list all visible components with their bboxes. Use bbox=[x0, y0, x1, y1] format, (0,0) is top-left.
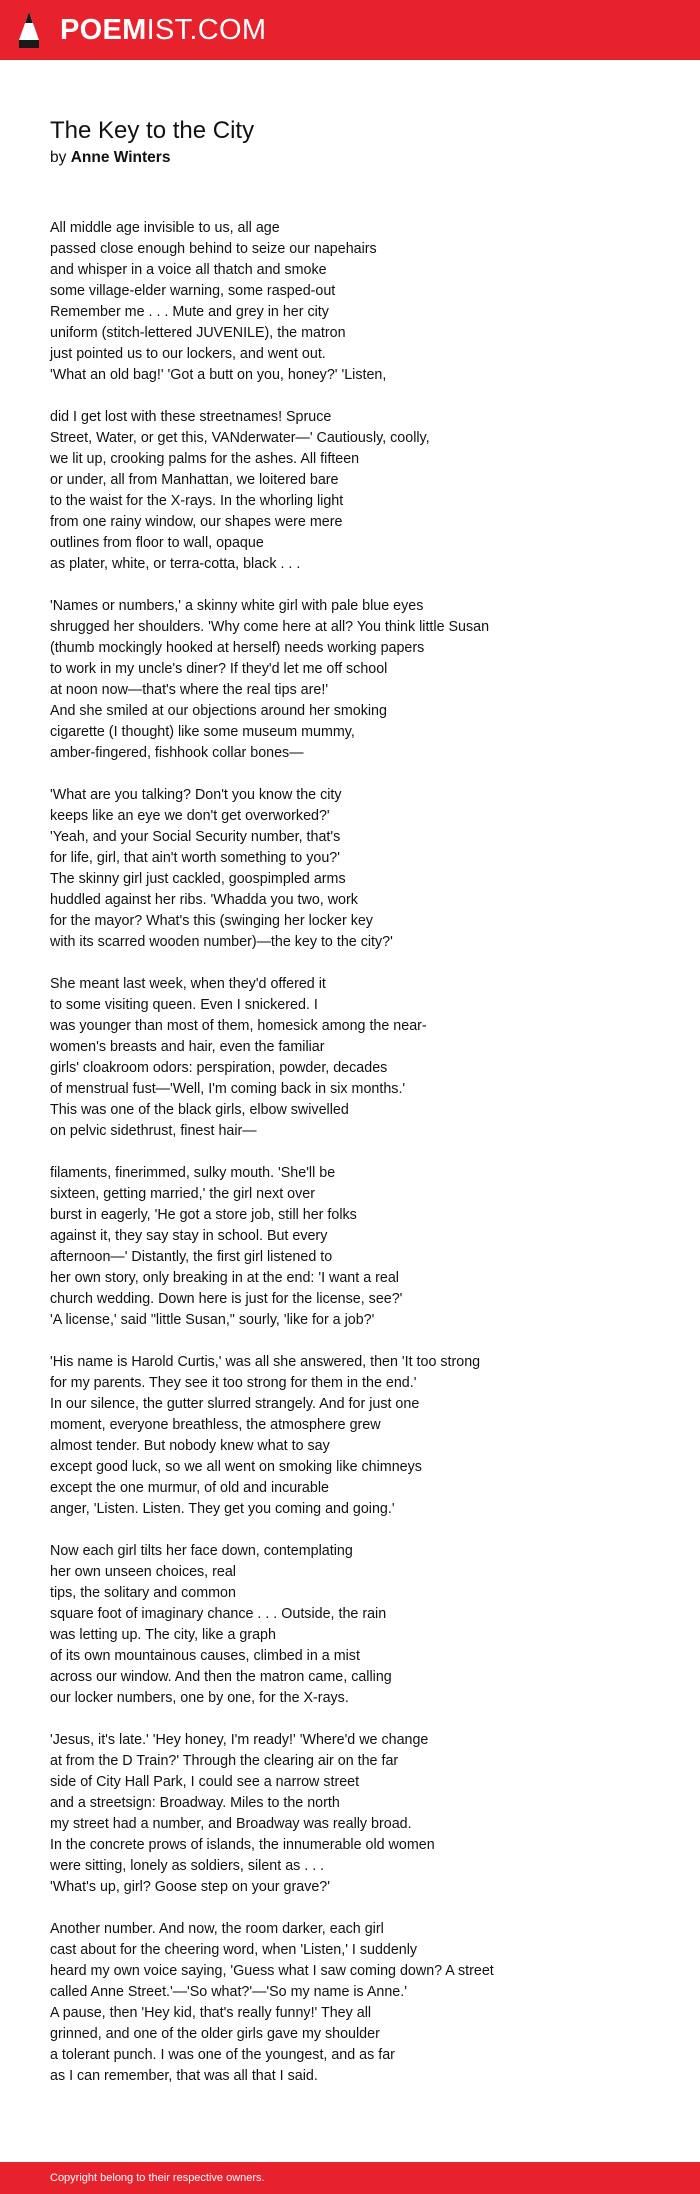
poem-stanza bbox=[50, 596, 660, 764]
poem-line: uniform (stitch-lettered JUVENILE), the matron bbox=[50, 325, 346, 341]
poem-line: This was one of the black girls, elbow swivelled bbox=[50, 1102, 349, 1118]
poem-line: (thumb mockingly hooked at herself) needs working papers bbox=[50, 640, 425, 656]
poem-line: 'What an old bag!' 'Got a butt on you, honey?' 'Listen, bbox=[50, 367, 387, 383]
site-header bbox=[0, 0, 700, 60]
poem-author: Anne Winters bbox=[70, 149, 171, 166]
poem-line: except good luck, so we all went on smoking like chimneys bbox=[50, 1459, 422, 1475]
poem-line: 'Jesus, it's late.' 'Hey honey, I'm ready!' 'Where'd we change bbox=[50, 1732, 429, 1748]
poem-stanza bbox=[50, 218, 660, 386]
poem-line: across our window. And then the matron came, calling bbox=[50, 1669, 392, 1685]
pencil-tip-icon[interactable] bbox=[16, 10, 42, 50]
poem-line: cigarette (I thought) like some museum mummy, bbox=[50, 724, 355, 740]
poem-line: filaments, finerimmed, sulky mouth. 'She'll be bbox=[50, 1165, 336, 1181]
poem-line: to some visiting queen. Even I snickered. I bbox=[50, 997, 318, 1013]
poem-line: Another number. And now, the room darker, each girl bbox=[50, 1921, 384, 1937]
poem-line: for the mayor? What's this (swinging her locker key bbox=[50, 913, 373, 929]
poem-line: was letting up. The city, like a graph bbox=[50, 1627, 276, 1643]
poem-line: called Anne Street.'—'So what?'—'So my name is Anne.' bbox=[50, 1984, 407, 2000]
poem-stanza bbox=[50, 1541, 660, 1709]
brand-bold-text: POEM bbox=[60, 14, 147, 46]
poem-line: burst in eagerly, 'He got a store job, still her folks bbox=[50, 1207, 357, 1223]
poem-stanza bbox=[50, 974, 660, 1142]
poem-line: for life, girl, that ain't worth something to you?' bbox=[50, 850, 340, 866]
poem-line: for my parents. They see it too strong for them in the end.' bbox=[50, 1375, 417, 1391]
poem-line: A pause, then 'Hey kid, that's really funny!' They all bbox=[50, 2005, 372, 2021]
poem-line: outlines from floor to wall, opaque bbox=[50, 535, 264, 551]
poem-line: keeps like an eye we don't get overworked?' bbox=[50, 808, 330, 824]
byline-prefix: by bbox=[50, 149, 67, 166]
poem-stanza bbox=[50, 1919, 660, 2087]
poem-line: women's breasts and hair, even the familiar bbox=[50, 1039, 325, 1055]
poem-line: girls' cloakroom odors: perspiration, powder, decades bbox=[50, 1060, 388, 1076]
poem-line: cast about for the cheering word, when 'Listen,' I suddenly bbox=[50, 1942, 418, 1958]
poem-line: her own story, only breaking in at the end: 'I want a real bbox=[50, 1270, 399, 1286]
poem-line: with its scarred wooden number)—the key to the city?' bbox=[50, 934, 393, 950]
poem-stanza bbox=[50, 1730, 660, 1898]
poem-line: 'Names or numbers,' a skinny white girl with pale blue eyes bbox=[50, 598, 424, 614]
poem-line: afternoon—' Distantly, the first girl listened to bbox=[50, 1249, 333, 1265]
poem-line: grinned, and one of the older girls gave my shoulder bbox=[50, 2026, 380, 2042]
poem-line: 'What's up, girl? Goose step on your grave?' bbox=[50, 1879, 330, 1895]
poem-line: church wedding. Down here is just for the license, see?' bbox=[50, 1291, 403, 1307]
poem-line: amber-fingered, fishhook collar bones— bbox=[50, 745, 304, 761]
site-logo-text[interactable] bbox=[60, 13, 266, 47]
poem-line: at noon now—that's where the real tips are!' bbox=[50, 682, 329, 698]
poem-line: She meant last week, when they'd offered it bbox=[50, 976, 326, 992]
poem-title: The Key to the City bbox=[50, 117, 255, 144]
poem-stanza bbox=[50, 407, 660, 575]
poem-line: Street, Water, or get this, VANderwater—' Cautiously, coolly, bbox=[50, 430, 430, 446]
poem-line: 'Yeah, and your Social Security number, that's bbox=[50, 829, 341, 845]
poem-line: my street had a number, and Broadway was really broad. bbox=[50, 1816, 412, 1832]
poem-line: passed close enough behind to seize our napehairs bbox=[50, 241, 377, 257]
poem-line: shrugged her shoulders. 'Why come here at all? You think little Susan bbox=[50, 619, 490, 635]
site-footer bbox=[0, 2162, 700, 2194]
poem-line: against it, they say stay in school. But every bbox=[50, 1228, 328, 1244]
poem-line: heard my own voice saying, 'Guess what I saw coming down? A street bbox=[50, 1963, 494, 1979]
poem-line: on pelvic sidethrust, finest hair— bbox=[50, 1123, 257, 1139]
brand-light-text: IST.COM bbox=[146, 14, 267, 46]
poem-line: to work in my uncle's diner? If they'd let me off school bbox=[50, 661, 388, 677]
poem-line: was younger than most of them, homesick among the near- bbox=[50, 1018, 427, 1034]
poem-line: square foot of imaginary chance . . . Outside, the rain bbox=[50, 1606, 387, 1622]
poem-line: 'What are you talking? Don't you know the city bbox=[50, 787, 342, 803]
poem-line: or under, all from Manhattan, we loitered bare bbox=[50, 472, 339, 488]
poem-line: at from the D Train?' Through the clearing air on the far bbox=[50, 1753, 399, 1769]
poem-line: as plater, white, or terra-cotta, black . . . bbox=[50, 556, 301, 572]
poem-line: Now each girl tilts her face down, contemplating bbox=[50, 1543, 353, 1559]
poem-line: except the one murmur, of old and incurable bbox=[50, 1480, 329, 1496]
poem-line: almost tender. But nobody knew what to say bbox=[50, 1438, 330, 1454]
poem-line: of its own mountainous causes, climbed in a mist bbox=[50, 1648, 360, 1664]
poem-line: to the waist for the X-rays. In the whorling light bbox=[50, 493, 344, 509]
poem-line: anger, 'Listen. Listen. They get you coming and going.' bbox=[50, 1501, 395, 1517]
poem-line: Remember me . . . Mute and grey in her city bbox=[50, 304, 329, 320]
copyright-text: Copyright belong to their respective owners. bbox=[50, 2172, 265, 2184]
poem-line: just pointed us to our lockers, and went out. bbox=[50, 346, 326, 362]
poem-line: tips, the solitary and common bbox=[50, 1585, 236, 1601]
poem-line: her own unseen choices, real bbox=[50, 1564, 236, 1580]
poem-line: 'His name is Harold Curtis,' was all she answered, then 'It too strong bbox=[50, 1354, 481, 1370]
poem-stanza bbox=[50, 1163, 660, 1331]
poem-line: and a streetsign: Broadway. Miles to the north bbox=[50, 1795, 340, 1811]
poem-line: and whisper in a voice all thatch and smoke bbox=[50, 262, 327, 278]
poem-line: we lit up, crooking palms for the ashes. All fifteen bbox=[50, 451, 360, 467]
poem-line: And she smiled at our objections around her smoking bbox=[50, 703, 387, 719]
poem-line: a tolerant punch. I was one of the youngest, and as far bbox=[50, 2047, 395, 2063]
poem-byline bbox=[50, 148, 170, 168]
poem-line: as I can remember, that was all that I said. bbox=[50, 2068, 318, 2084]
poem-line: side of City Hall Park, I could see a narrow street bbox=[50, 1774, 360, 1790]
poem-line: In our silence, the gutter slurred strangely. And for just one bbox=[50, 1396, 420, 1412]
poem-line: our locker numbers, one by one, for the X-rays. bbox=[50, 1690, 349, 1706]
poem-line: from one rainy window, our shapes were mere bbox=[50, 514, 343, 530]
poem-line: of menstrual fust—'Well, I'm coming back in six months.' bbox=[50, 1081, 406, 1097]
poem-line: were sitting, lonely as soldiers, silent as . . . bbox=[50, 1858, 325, 1874]
poem-line: 'A license,' said "little Susan," sourly, 'like for a job?' bbox=[50, 1312, 375, 1328]
poem-line: The skinny girl just cackled, goospimpled arms bbox=[50, 871, 346, 887]
poem-body bbox=[50, 218, 660, 2108]
poem-stanza bbox=[50, 785, 660, 953]
poem-line: did I get lost with these streetnames! Spruce bbox=[50, 409, 332, 425]
poem-stanza bbox=[50, 1352, 660, 1520]
poem-line: some village-elder warning, some rasped-out bbox=[50, 283, 336, 299]
poem-line: sixteen, getting married,' the girl next over bbox=[50, 1186, 315, 1202]
poem-line: huddled against her ribs. 'Whadda you two, work bbox=[50, 892, 358, 908]
poem-line: moment, everyone breathless, the atmosphere grew bbox=[50, 1417, 381, 1433]
poem-line: In the concrete prows of islands, the innumerable old women bbox=[50, 1837, 435, 1853]
poem-line: All middle age invisible to us, all age bbox=[50, 220, 280, 236]
